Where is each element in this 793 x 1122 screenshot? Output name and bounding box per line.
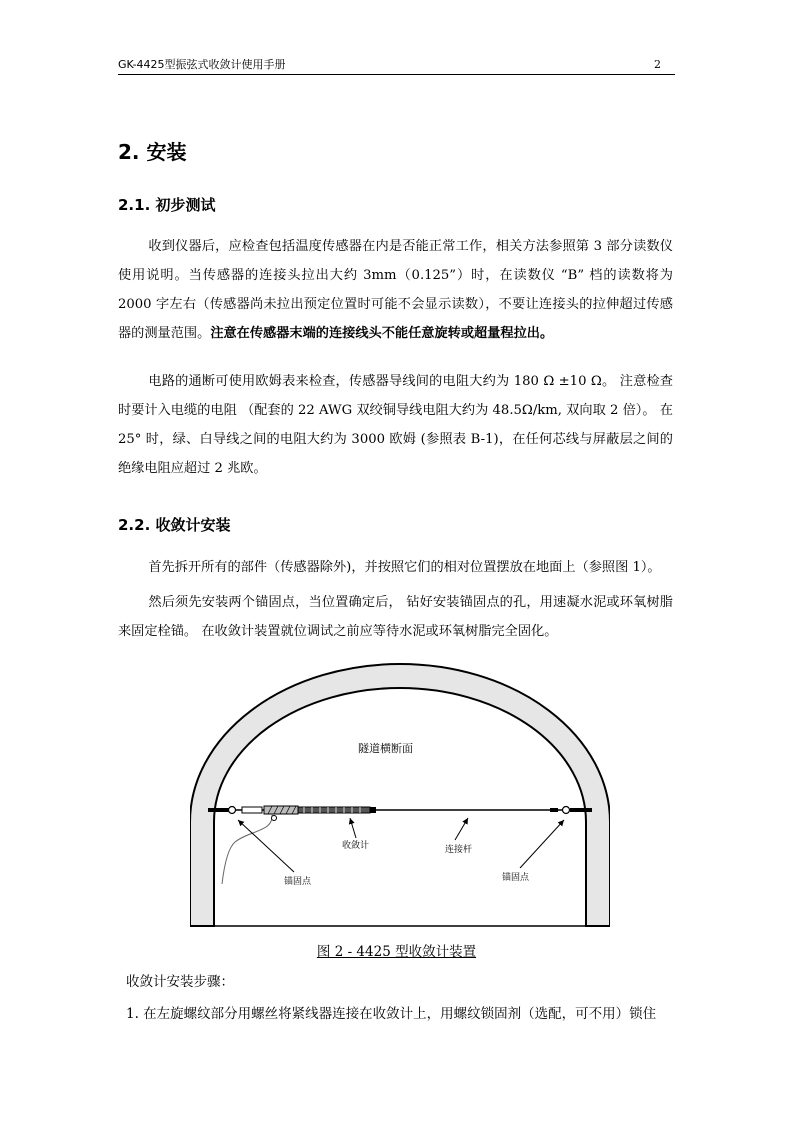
anchor-right-label: 锚固点 <box>502 872 530 882</box>
figure-caption: 图 2 - 4425 型收敛计装置 <box>316 944 477 960</box>
gauge-label: 收敛计 <box>342 840 370 850</box>
page-header <box>118 56 675 75</box>
steps-title: 收敛计安装步骤： <box>126 974 234 990</box>
step-1: 1. 在左旋螺纹部分用螺丝将紧线器连接在收敛计上，用螺纹锁固剂（选配，可不用）锁住 <box>126 1006 657 1022</box>
anchor-left-label: 锚固点 <box>284 876 312 886</box>
subsection-title-installation: 2.2. 收敛计安装 <box>118 516 231 534</box>
signal-cable <box>222 814 272 884</box>
tunnel-diagram <box>190 662 610 932</box>
warning-note: 注意在传感器末端的连接线头不能任意旋转或超量程拉出。 <box>210 326 554 341</box>
section-title: 2. 安装 <box>118 140 187 164</box>
tunnel-label: 隧道横断面 <box>358 743 413 755</box>
paragraph-initial-test-text: 收到仪器后，应检查包括温度传感器在内是否能正常工作，相关方法参照第 3 部分读数仪使用说明。当传感器的连接头拉出大约 3mm（0.125”）时，在读数仪 “B” 档的读数将为 2000 字左右（传感器尚未拉出预定位置时可能不会显示读数），不要让连接头的拉伸超过传感器的测量范围。 <box>118 239 673 341</box>
right-eyebolt <box>563 807 570 814</box>
gauge-arrow <box>350 818 356 838</box>
turnbuckle <box>242 807 262 813</box>
rod-coupler <box>370 807 376 813</box>
rod-arrow <box>455 818 468 840</box>
anchor-left-arrow <box>238 820 294 872</box>
paragraph-initial-test <box>118 232 673 348</box>
tunnel-ring <box>190 664 610 926</box>
gauge-tape <box>298 807 370 813</box>
paragraph-unpack: 首先拆开所有的部件（传感器除外)，并按照它们的相对位置摆放在地面上（参照图 1）。 <box>148 560 661 575</box>
rod-label: 连接杆 <box>445 844 473 854</box>
paragraph-anchors: 然后须先安装两个锚固点，当位置确定后， 钻好安装锚固点的孔，用速凝水泥或环氧树脂来固定栓锚。 在收敛计装置就位调试之前应等待水泥或环氧树脂完全固化。 <box>118 595 673 639</box>
cable-clip <box>272 816 277 821</box>
left-eyebolt <box>229 807 236 814</box>
anchor-right-arrow <box>520 820 564 868</box>
manual-title: GK-4425型振弦式收敛计使用手册 <box>118 58 286 71</box>
right-coupler <box>550 808 558 812</box>
tunnel-figure <box>190 662 610 932</box>
subsection-title-initial-test: 2.1. 初步测试 <box>118 196 216 214</box>
page-number: 2 <box>654 58 661 71</box>
paragraph-resistance-check: 电路的通断可使用欧姆表来检查，传感器导线间的电阻大约为 180 Ω ±10 Ω。 注意检查时要计入电缆的电阻 （配套的 22 AWG 双绞铜导线电阻大约为 48.5Ω/km, 双向取 2 倍）。 在 25° 时，绿、白导线之间的电阻大约为 3000 欧姆 (参照表 B-1)，在任何芯线与屏蔽层之间的绝缘电阻应超过 2 兆欧。 <box>118 374 673 476</box>
